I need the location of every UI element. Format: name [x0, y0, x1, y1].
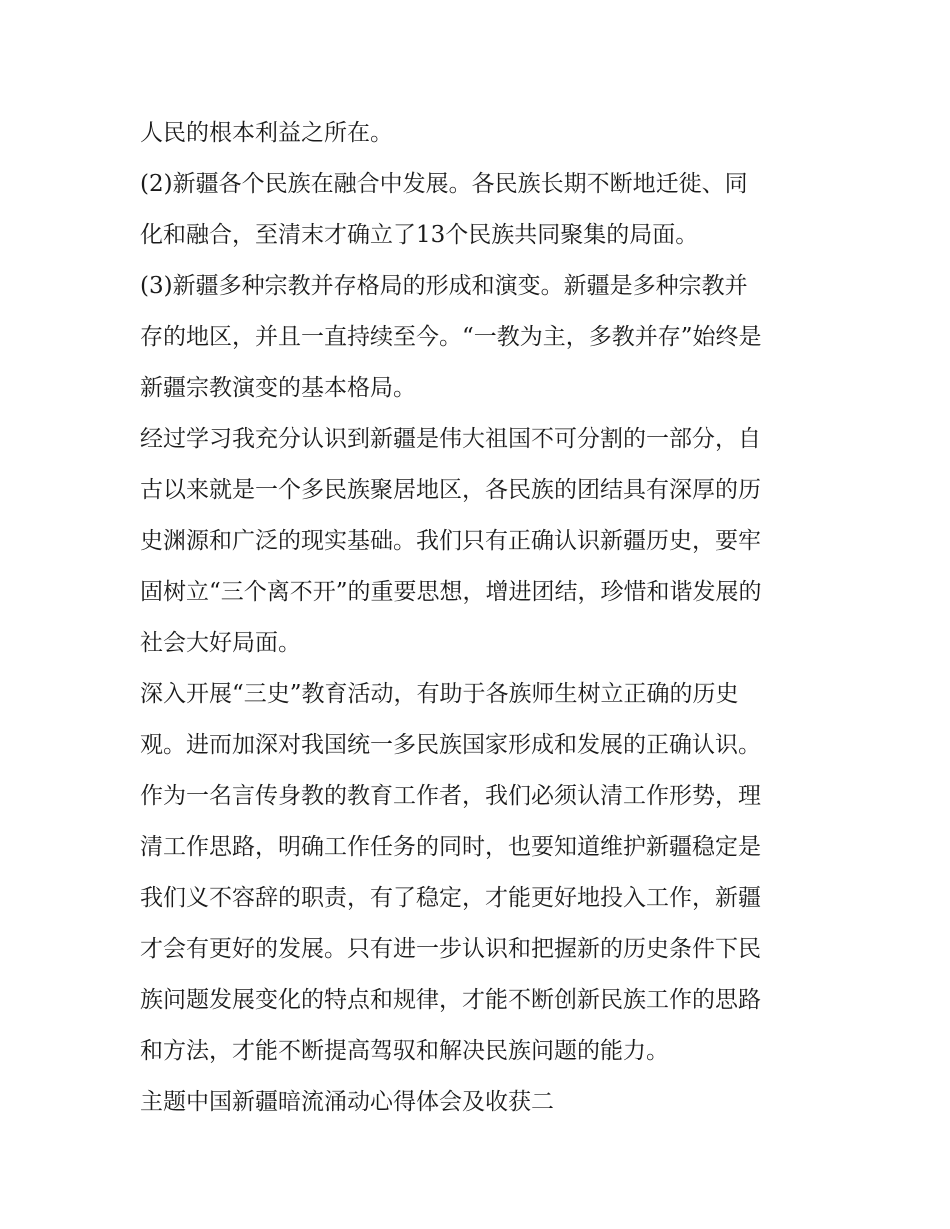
text-line-2: (2)新疆各个民族在融合中发展。各民族长期不断地迁徙、同: [140, 171, 748, 197]
text-line-1: 人民的根本利益之所在。: [140, 120, 393, 146]
text-line-7: 经过学习我充分认识到新疆是伟大祖国不可分割的一部分，自: [140, 426, 761, 452]
text-line-16: 我们义不容辞的职责，有了稳定，才能更好地投入工作，新疆: [140, 885, 761, 911]
text-line-11: 社会大好局面。: [140, 630, 301, 656]
text-line-14: 作为一名言传身教的教育工作者，我们必须认清工作形势，理: [140, 783, 761, 809]
text-line-5: 存的地区，并且一直持续至今。“一教为主，多教并存”始终是: [140, 324, 762, 350]
text-line-8: 古以来就是一个多民族聚居地区，各民族的团结具有深厚的历: [140, 477, 761, 503]
text-line-19: 和方法，才能不断提高驾驭和解决民族问题的能力。: [140, 1038, 669, 1064]
text-line-6: 新疆宗教演变的基本格局。: [140, 375, 416, 401]
text-line-15: 清工作思路，明确工作任务的同时，也要知道维护新疆稳定是: [140, 834, 761, 860]
text-line-12: 深入开展“三史”教育活动，有助于各族师生树立正确的历史: [140, 681, 739, 707]
document-page: [140, 108, 830, 1128]
text-line-4: (3)新疆多种宗教并存格局的形成和演变。新疆是多种宗教并: [140, 273, 748, 299]
text-line-18: 族问题发展变化的特点和规律，才能不断创新民族工作的思路: [140, 987, 761, 1013]
text-line-17: 才会有更好的发展。只有进一步认识和把握新的历史条件下民: [140, 936, 761, 962]
text-line-20: 主题中国新疆暗流涌动心得体会及收获二: [140, 1089, 554, 1115]
text-line-13: 观。进而加深对我国统一多民族国家形成和发展的正确认识。: [140, 732, 761, 758]
text-line-10: 固树立“三个离不开”的重要思想，增进团结，珍惜和谐发展的: [140, 579, 762, 605]
text-line-3: 化和融合，至清末才确立了13个民族共同聚集的局面。: [140, 222, 699, 248]
text-line-9: 史渊源和广泛的现实基础。我们只有正确认识新疆历史，要牢: [140, 528, 761, 554]
